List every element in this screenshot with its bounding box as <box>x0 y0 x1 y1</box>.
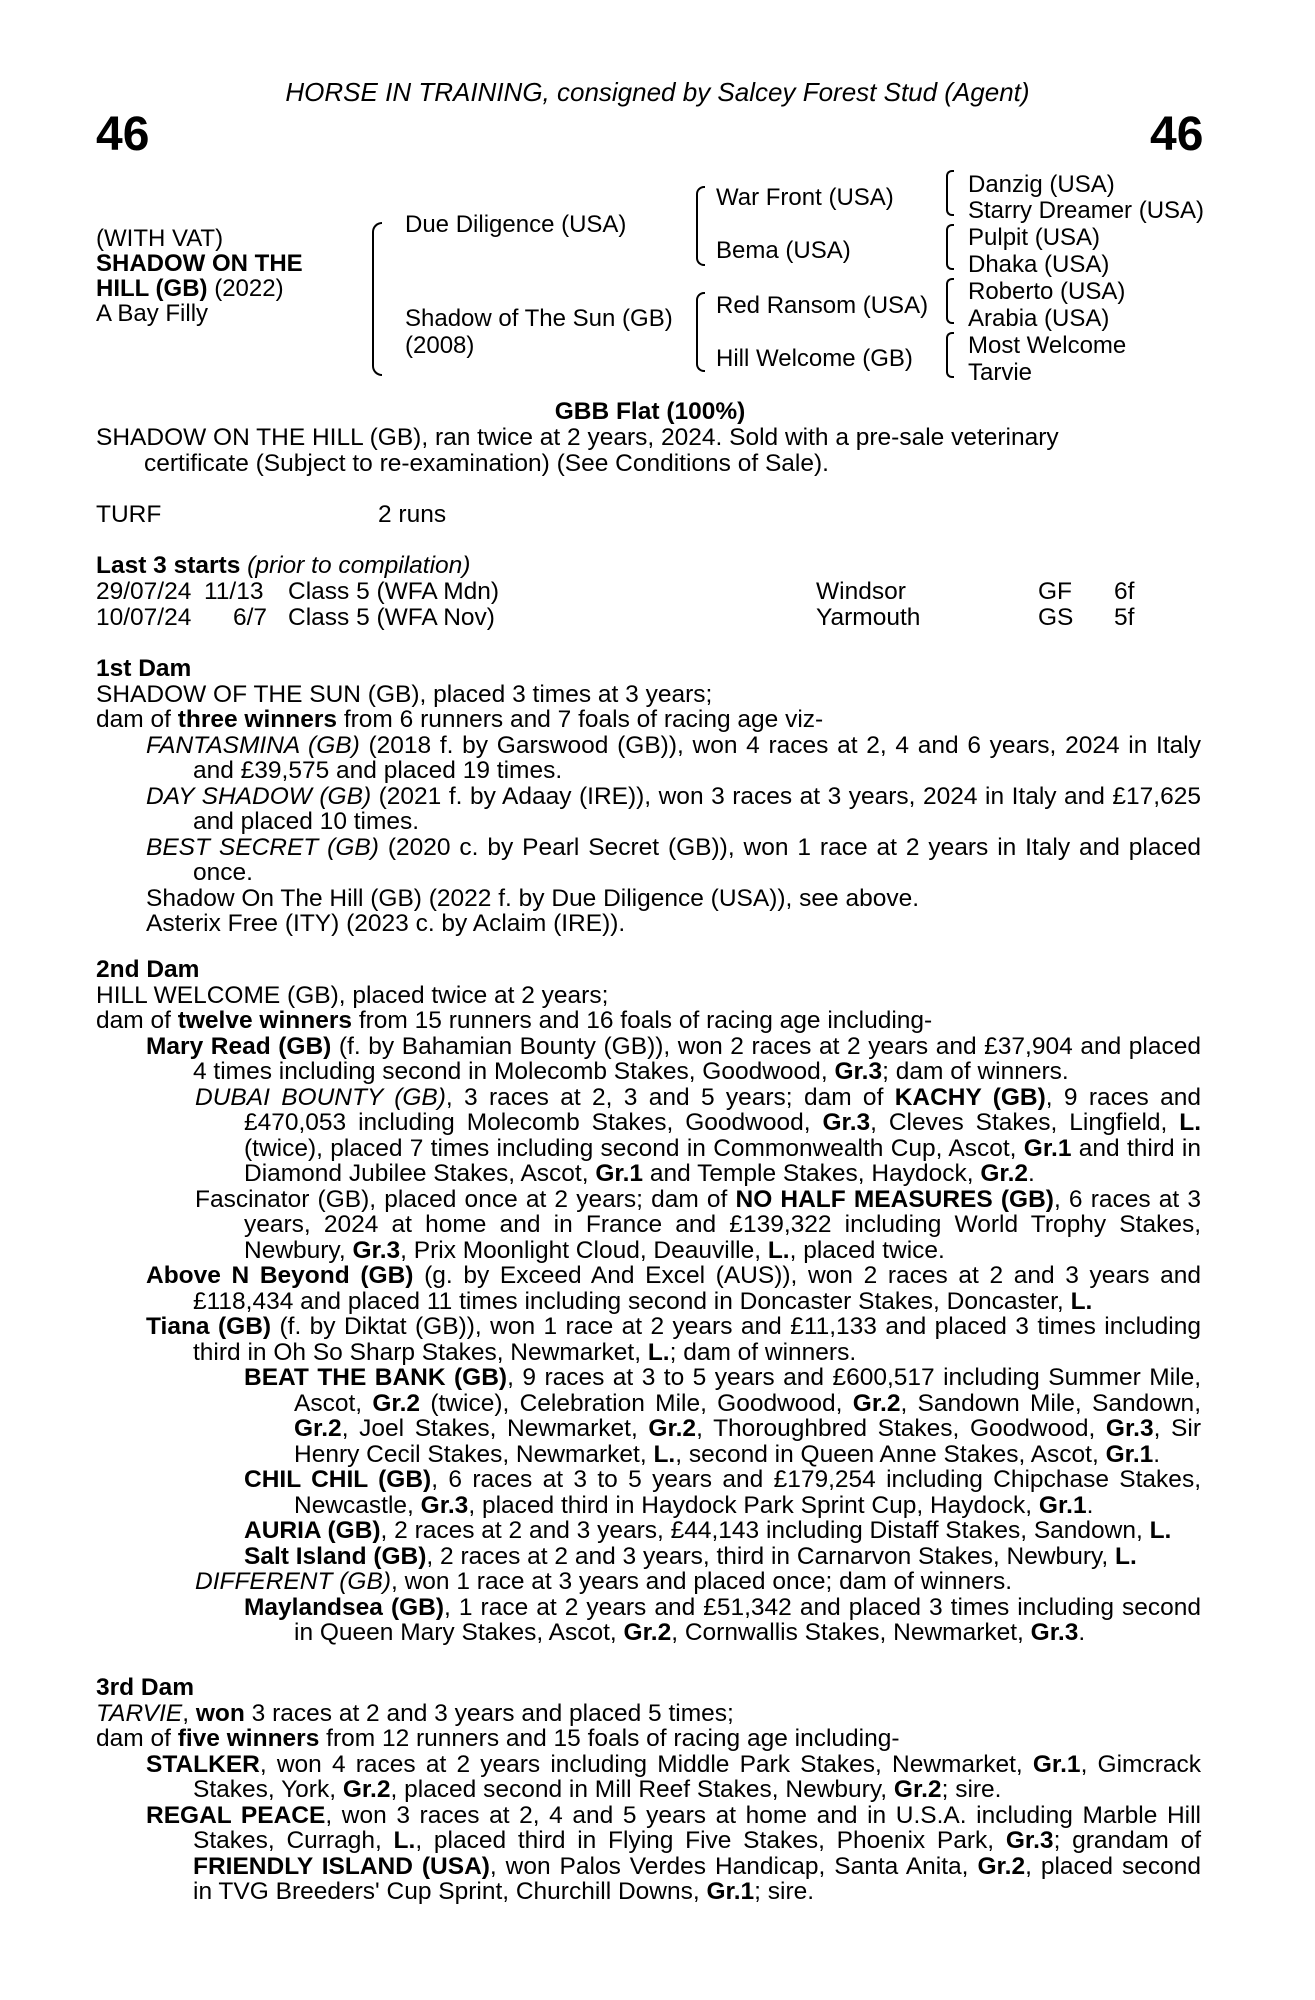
text-run: , Prix Moonlight Cloud, Deauville, <box>400 1236 768 1264</box>
text-run: , second in Queen Anne Stakes, Ascot, <box>675 1440 1106 1468</box>
last-starts-title: Last 3 starts <box>96 552 241 579</box>
text-run: , placed third in Haydock Park Sprint Cup, Haydock, <box>468 1491 1039 1519</box>
text-run: ; sire. <box>754 1878 815 1905</box>
pedigree-brace-dam <box>696 292 705 372</box>
produce-entry <box>96 1518 1201 1544</box>
gen3-dsd: Arabia (USA) <box>968 305 1110 332</box>
text-run: AURIA (GB) <box>244 1517 381 1544</box>
start-class: Class 5 (WFA Mdn) <box>288 578 500 605</box>
text-run: five winners <box>177 1725 320 1752</box>
produce-entry <box>96 1085 1201 1187</box>
text-run: , Joel Stakes, Newmarket, <box>341 1415 649 1442</box>
text-run: Gr.1 <box>1023 1134 1072 1162</box>
dam-year: (2008) <box>405 332 475 359</box>
text-run: 3 races at 2 and 3 years and placed 5 times; <box>244 1699 734 1727</box>
third-dam-line <box>96 1701 1201 1727</box>
lot-number-left: 46 <box>96 108 150 161</box>
pedigree-brace-ds <box>946 278 954 324</box>
text-run: Gr.3 <box>1005 1827 1054 1854</box>
text-run: Gr.1 <box>706 1878 755 1905</box>
start-pos: 6/7 <box>233 604 268 631</box>
second-dam-produce-line <box>96 1008 1201 1034</box>
text-run: (f. by Bahamian Bounty (GB)), won 2 races at 2 years and £37,904 and placed 4 times including second in Molecomb Stakes, Goodwood, <box>193 1032 1201 1085</box>
text-run: from 12 runners and 15 foals of racing age including- <box>319 1725 900 1752</box>
text-run: L. <box>1070 1287 1093 1315</box>
text-run: L. <box>647 1338 670 1366</box>
produce-entry <box>96 733 1201 784</box>
text-run: , won 1 race at 3 years and placed once; dam of winners. <box>391 1568 1013 1595</box>
start-date: 29/07/24 <box>96 578 192 605</box>
text-run: FANTASMINA (GB) <box>146 731 360 759</box>
text-run: , placed second in Mill Reef Stakes, Newbury, <box>390 1776 894 1803</box>
produce-entry <box>96 784 1201 835</box>
third-dam-produce-line <box>96 1726 1201 1752</box>
first-dam-title: 1st Dam <box>96 655 192 682</box>
text-run: TARVIE <box>96 1699 183 1727</box>
text-run: Gr.2 <box>893 1776 942 1803</box>
text-run: , 1 race at 2 years and £51,342 and placed 3 times including second in Queen Mary Stakes, Ascot, <box>294 1593 1201 1646</box>
text-run: DIFFERENT (GB) <box>195 1568 391 1595</box>
third-dam-section <box>96 1675 1201 1905</box>
summary-line-2: certificate (Subject to re-examination) (See Conditions of Sale). <box>144 449 829 477</box>
gen3-sds: Pulpit (USA) <box>968 224 1101 251</box>
start-course: Yarmouth <box>816 604 921 631</box>
text-run: (g. by Exceed And Excel (AUS)), won 2 races at 2 and 3 years and £118,434 and placed 11 times including second in Doncaster Stakes, Doncaster, <box>193 1262 1201 1315</box>
start-course: Windsor <box>816 578 906 605</box>
text-run: ; sire. <box>941 1776 1002 1803</box>
second-dam-title: 2nd Dam <box>96 956 200 983</box>
text-run: , placed twice. <box>789 1236 945 1264</box>
vat-note: (WITH VAT) <box>96 225 224 252</box>
lot-number-right: 46 <box>1150 108 1204 161</box>
produce-entry <box>96 1314 1201 1365</box>
text-run: Salt Island (GB) <box>244 1542 427 1570</box>
text-run: , 6 races at 3 years, 2024 at home and in France and £139,322 including World Trophy Stakes, Newbury, <box>244 1185 1201 1264</box>
dam-dam: Hill Welcome (GB) <box>716 345 913 372</box>
pedigree-brace-dd <box>946 332 954 378</box>
start-distance: 6f <box>1114 578 1135 605</box>
text-run: ; dam of winners. <box>669 1338 857 1366</box>
text-run: Gr.2 <box>623 1619 672 1646</box>
text-run: Gr.2 <box>980 1160 1029 1187</box>
start-distance: 5f <box>1114 604 1135 631</box>
start-pos: 11/13 <box>204 578 264 605</box>
text-run: CHIL CHIL (GB) <box>244 1466 432 1493</box>
sire-name: Due Diligence (USA) <box>405 211 627 238</box>
text-run: , won 4 races at 2 years including Middle Park Stakes, Newmarket, <box>259 1750 1033 1778</box>
text-run: Maylandsea (GB) <box>244 1593 445 1621</box>
text-run: , Cleves Stakes, Lingfield, <box>870 1109 1180 1136</box>
gen3-ddd: Tarvie <box>968 359 1033 386</box>
dam-sire: Red Ransom (USA) <box>716 292 929 319</box>
produce-entry: Asterix Free (ITY) (2023 c. by Aclaim (IRE)). <box>146 910 626 937</box>
start-row <box>96 579 191 605</box>
start-going: GS <box>1038 604 1074 631</box>
produce-entry <box>96 1752 1201 1803</box>
text-run: , won 3 races at 2, 4 and 5 years at home and in U.S.A. including Marble Hill Stakes, Curragh, <box>193 1801 1201 1854</box>
text-run: Gr.3 <box>1030 1619 1079 1646</box>
text-run: dam of <box>96 1725 178 1752</box>
text-run: , 2 races at 2 and 3 years, third in Carnarvon Stakes, Newbury, <box>426 1542 1116 1570</box>
text-run: L. <box>393 1827 416 1854</box>
text-run: (2020 c. by Pearl Secret (GB)), won 1 race at 2 years in Italy and placed once. <box>193 833 1201 886</box>
text-run: , Sir Henry Cecil Stakes, Newmarket, <box>294 1415 1201 1468</box>
text-run: three winners <box>177 706 338 733</box>
produce-entry <box>96 1569 1201 1595</box>
text-run: DUBAI BOUNTY (GB) <box>195 1083 446 1111</box>
first-dam-section <box>96 656 1201 937</box>
text-run: NO HALF MEASURES (GB) <box>735 1185 1054 1213</box>
pedigree-brace-sire <box>696 186 705 266</box>
produce-entry <box>96 1365 1201 1467</box>
produce-entry <box>96 1544 1201 1570</box>
text-run: L. <box>1149 1517 1172 1544</box>
text-run: Gr.2 <box>342 1776 391 1803</box>
pedigree-brace-ss <box>946 170 954 216</box>
text-run: , 6 races at 3 to 5 years and £179,254 including Chipchase Stakes, Newcastle, <box>294 1466 1201 1519</box>
produce-entry <box>96 835 1201 886</box>
text-run: , Cornwallis Stakes, Newmarket, <box>671 1619 1031 1646</box>
text-run: , <box>182 1699 196 1727</box>
text-run: L. <box>1179 1109 1202 1136</box>
text-run: , 2 races at 2 and 3 years, £44,143 including Distaff Stakes, Sandown, <box>380 1517 1150 1544</box>
text-run: Gr.3 <box>420 1491 469 1519</box>
text-run: dam of <box>96 706 178 733</box>
text-run: , Thoroughbred Stakes, Goodwood, <box>696 1415 1106 1442</box>
text-run: Gr.3 <box>834 1058 883 1085</box>
third-dam-title: 3rd Dam <box>96 1674 195 1701</box>
text-run: ; grandam of <box>1053 1827 1201 1854</box>
last-starts-note: (prior to compilation) <box>240 552 471 579</box>
text-run: (2021 f. by Adaay (IRE)), won 3 races at 3 years, 2024 in Italy and £17,625 and placed 10 times. <box>193 782 1201 835</box>
first-dam-line: SHADOW OF THE SUN (GB), placed 3 times at 3 years; <box>96 680 713 708</box>
text-run: , won Palos Verdes Handicap, Santa Anita, <box>489 1852 978 1880</box>
start-date: 10/07/24 <box>96 604 192 631</box>
horse-identity <box>96 226 303 326</box>
text-run: dam of <box>96 1007 178 1034</box>
text-run: . <box>1153 1440 1161 1468</box>
text-run: , 9 races and £470,053 including Molecomb Stakes, Goodwood, <box>244 1083 1201 1136</box>
text-run: . <box>1028 1160 1035 1187</box>
text-run: Gr.3 <box>822 1109 871 1136</box>
text-run: Gr.1 <box>1105 1440 1154 1468</box>
sire-sire: War Front (USA) <box>716 184 894 211</box>
text-run: Gr.2 <box>852 1389 901 1417</box>
text-run: Gr.3 <box>1105 1415 1154 1442</box>
text-run: REGAL PEACE <box>146 1801 326 1829</box>
text-run: Gr.3 <box>352 1236 401 1264</box>
horse-name-line1: SHADOW ON THE <box>96 250 303 277</box>
text-run: , Gimcrack Stakes, York, <box>193 1750 1201 1803</box>
produce-entry <box>96 1595 1201 1646</box>
text-run: DAY SHADOW (GB) <box>146 782 372 810</box>
text-run: (twice), placed 7 times including second in Commonwealth Cup, Ascot, <box>244 1134 1024 1162</box>
produce-entry <box>96 1263 1201 1314</box>
turf-label: TURF <box>96 501 162 528</box>
text-run: Gr.1 <box>1038 1491 1087 1519</box>
start-class: Class 5 (WFA Nov) <box>288 604 495 631</box>
last-starts-heading <box>96 553 470 579</box>
text-run: from 6 runners and 7 foals of racing age viz- <box>337 706 824 733</box>
text-run: Gr.2 <box>294 1415 342 1442</box>
gen3-dds: Most Welcome <box>968 332 1127 359</box>
text-run: , 9 races at 3 to 5 years and £600,517 including Summer Mile, Ascot, <box>294 1364 1202 1417</box>
produce-entry <box>96 1187 1201 1264</box>
start-going: GF <box>1038 578 1073 605</box>
text-run: twelve winners <box>177 1007 353 1034</box>
text-run: Gr.2 <box>977 1852 1026 1880</box>
text-run: . <box>1078 1619 1086 1646</box>
text-run: (f. by Diktat (GB)), won 1 race at 2 years and £11,133 and placed 3 times including third in Oh So Sharp Stakes, Newmarket, <box>193 1313 1202 1366</box>
second-dam-section <box>96 957 1201 1646</box>
text-run: (2018 f. by Garswood (GB)), won 4 races at 2, 4 and 6 years, 2024 in Italy and £39,575 and placed 19 times. <box>193 731 1201 784</box>
text-run: Gr.1 <box>595 1160 644 1187</box>
text-run: Tiana (GB) <box>146 1313 272 1340</box>
pedigree-brace-sd <box>946 224 954 270</box>
text-run: FRIENDLY ISLAND (USA) <box>193 1852 490 1880</box>
text-run: ; dam of winners. <box>882 1058 1069 1085</box>
text-run: , placed second in TVG Breeders' Cup Sprint, Churchill Downs, <box>193 1852 1202 1905</box>
produce-entry: Shadow On The Hill (GB) (2022 f. by Due Diligence (USA)), see above. <box>146 884 920 912</box>
text-run: Gr.1 <box>1032 1750 1081 1778</box>
text-run: , 3 races at 2, 3 and 5 years; dam of <box>445 1083 895 1111</box>
horse-description: A Bay Filly <box>96 300 209 327</box>
produce-entry <box>96 1034 1201 1085</box>
text-run: and Temple Stakes, Haydock, <box>643 1160 981 1187</box>
summary <box>96 425 1201 476</box>
text-run: won <box>195 1699 245 1727</box>
produce-entry <box>96 1467 1201 1518</box>
text-run: Gr.2 <box>648 1415 697 1442</box>
horse-name-line2: HILL (GB) <box>96 275 208 302</box>
horse-year: (2022) <box>207 275 284 302</box>
gen3-sss: Danzig (USA) <box>968 171 1115 198</box>
text-run: , Sandown Mile, Sandown, <box>900 1389 1201 1417</box>
catalogue-header: HORSE IN TRAINING, consigned by Salcey Forest Stud (Agent) <box>285 77 1030 107</box>
gen3-ssd: Starry Dreamer (USA) <box>968 197 1205 224</box>
text-run: Mary Read (GB) <box>146 1032 332 1060</box>
first-dam-produce-line <box>96 707 1201 733</box>
text-run: BEAT THE BANK (GB) <box>244 1364 508 1391</box>
text-run: STALKER <box>146 1750 260 1778</box>
pedigree-brace-main <box>372 222 382 376</box>
text-run: Above N Beyond (GB) <box>146 1262 414 1289</box>
text-run: , placed third in Flying Five Stakes, Phoenix Park, <box>415 1827 1006 1854</box>
text-run: KACHY (GB) <box>894 1083 1046 1111</box>
produce-entry <box>96 1803 1201 1905</box>
text-run: L. <box>1115 1542 1137 1570</box>
gen3-dss: Roberto (USA) <box>968 278 1126 305</box>
dam-name: Shadow of The Sun (GB) <box>405 305 673 332</box>
text-run: Gr.2 <box>372 1389 421 1417</box>
summary-line-1: SHADOW ON THE HILL (GB), ran twice at 2 years, 2024. Sold with a pre-sale veterinary <box>96 424 1059 451</box>
turf-runs: 2 runs <box>378 501 447 528</box>
gen3-sdd: Dhaka (USA) <box>968 251 1110 278</box>
text-run: L. <box>653 1440 676 1468</box>
text-run: Fascinator (GB), placed once at 2 years; dam of <box>195 1185 736 1213</box>
text-run: (twice), Celebration Mile, Goodwood, <box>420 1389 853 1417</box>
text-run: BEST SECRET (GB) <box>146 833 379 861</box>
sire-dam: Bema (USA) <box>716 237 851 264</box>
second-dam-line: HILL WELCOME (GB), placed twice at 2 years; <box>96 981 609 1009</box>
text-run: from 15 runners and 16 foals of racing age including- <box>352 1007 933 1034</box>
text-run: and third in Diamond Jubilee Stakes, Ascot, <box>244 1134 1201 1187</box>
text-run: . <box>1086 1491 1094 1519</box>
rating-line: GBB Flat (100%) <box>554 398 746 425</box>
text-run: L. <box>767 1236 790 1264</box>
